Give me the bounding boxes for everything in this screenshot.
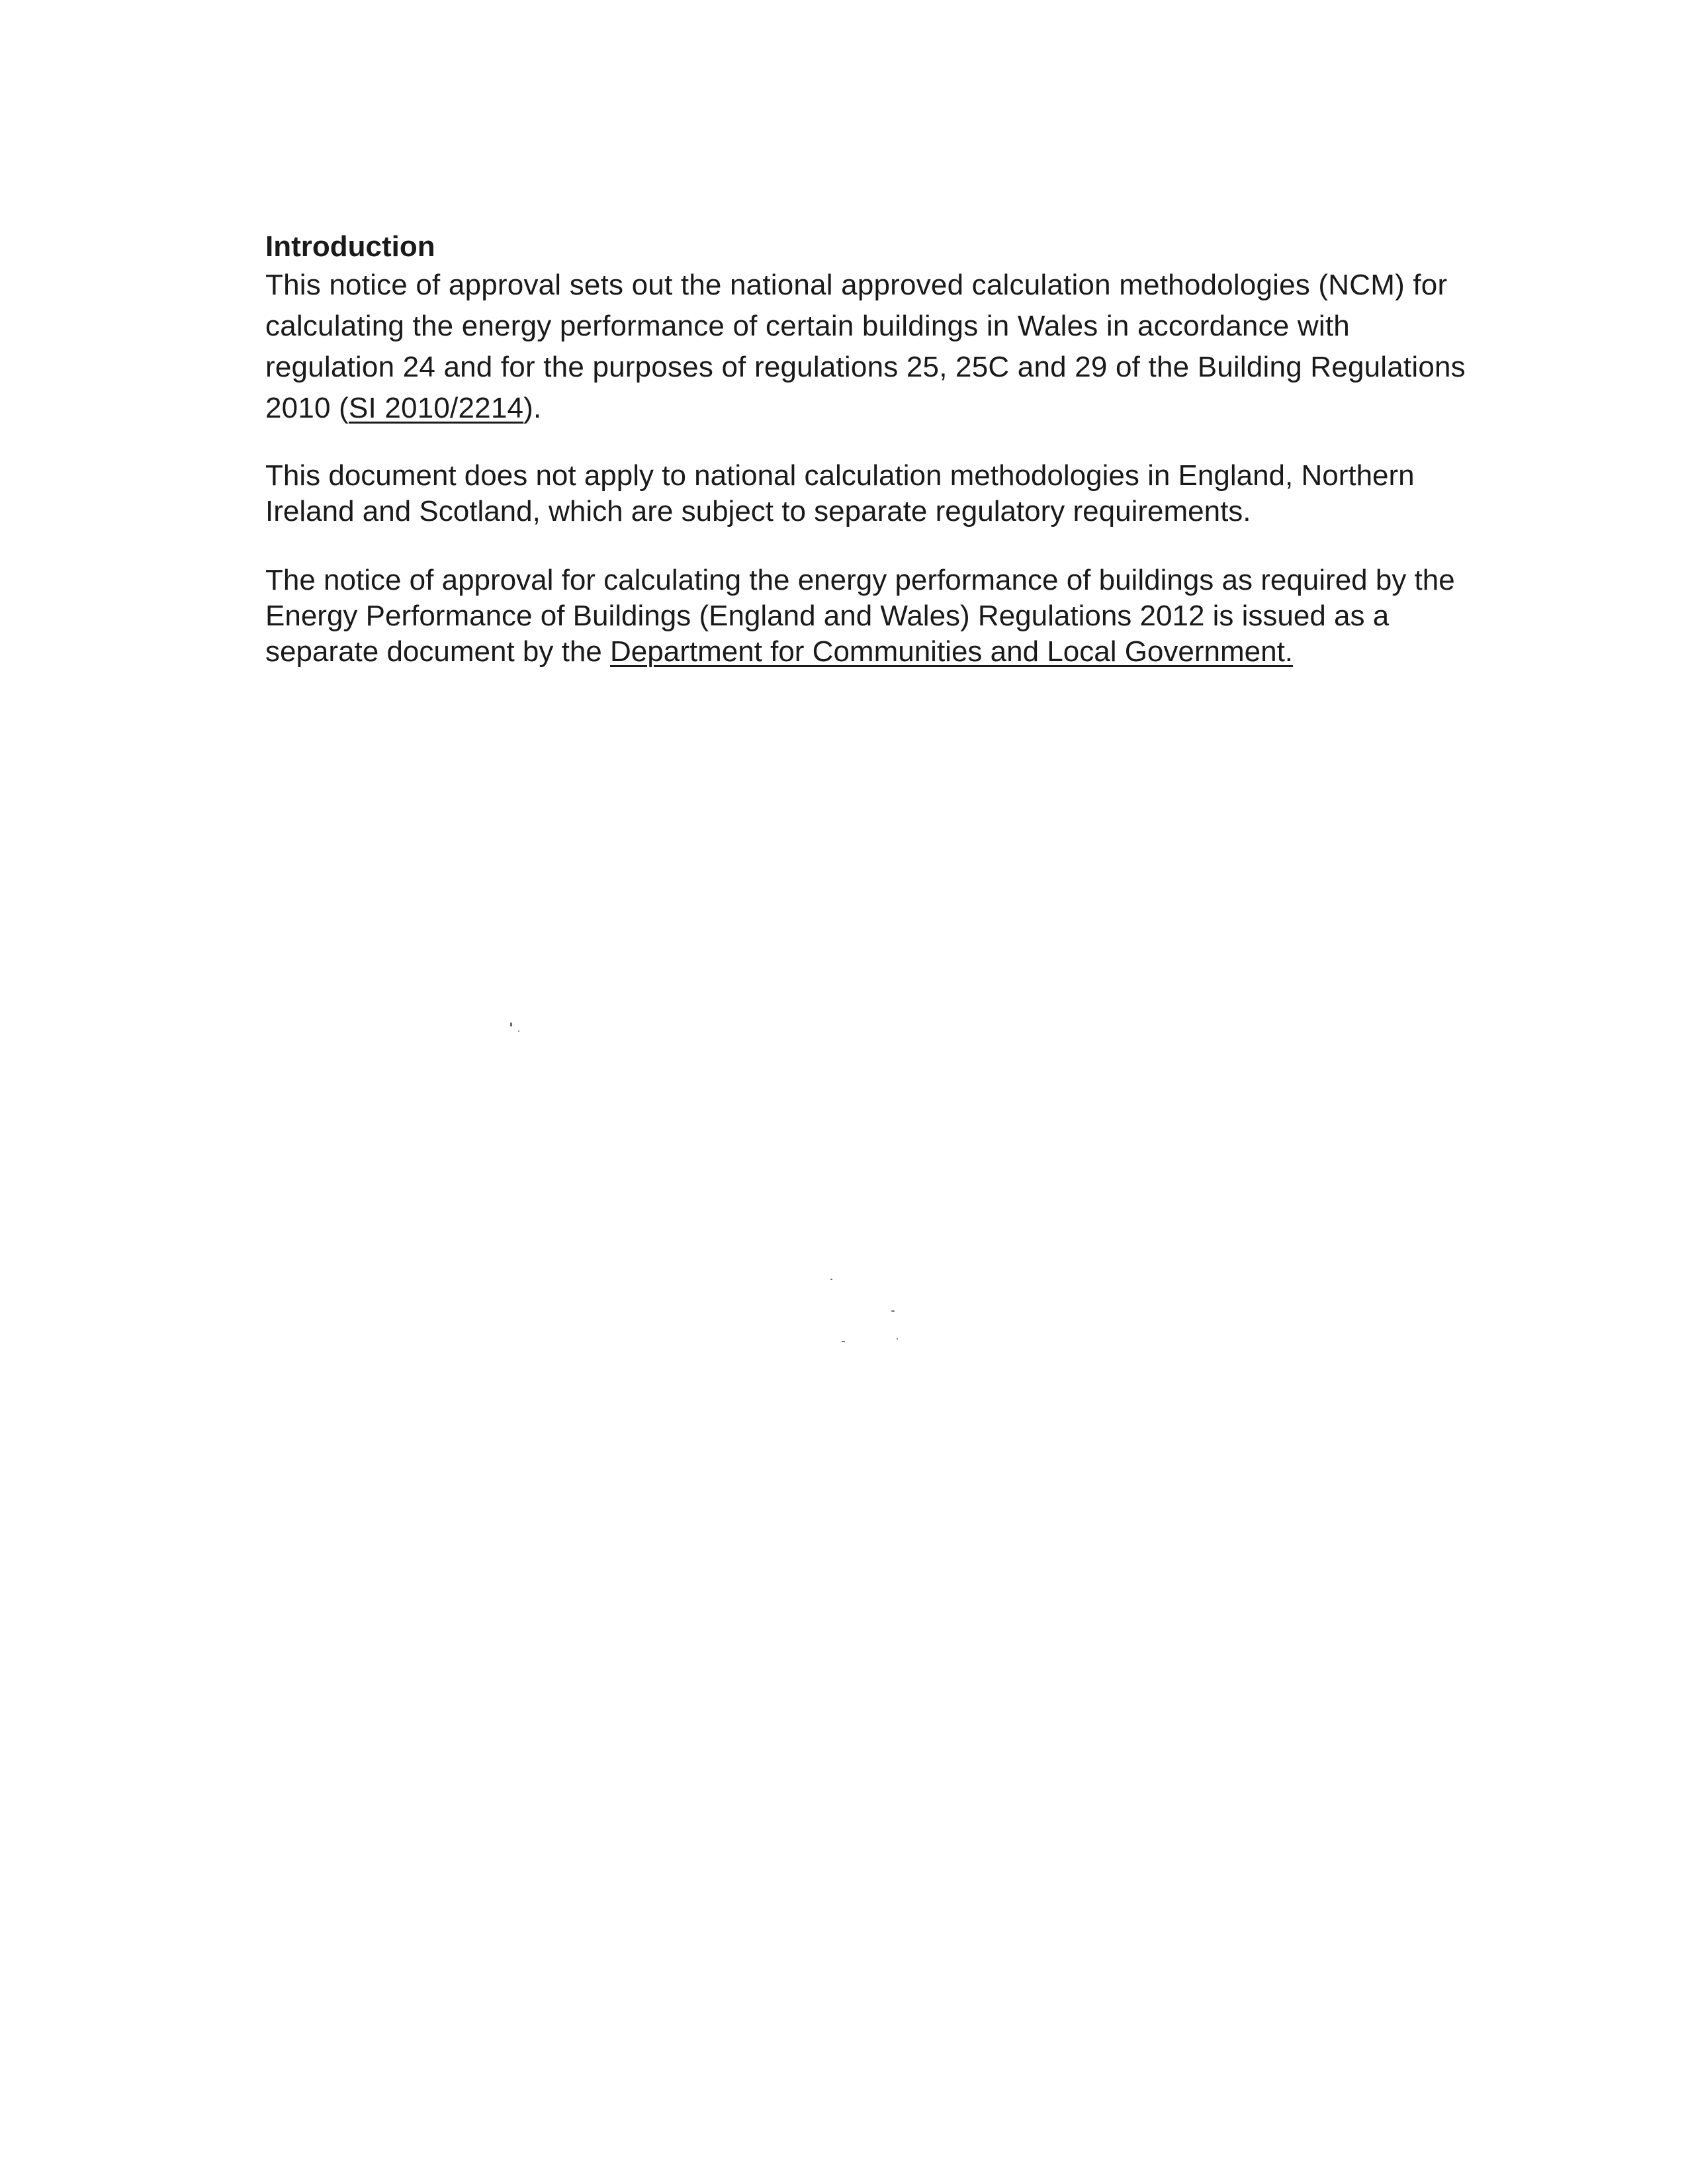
paragraph-separate-notice xyxy=(265,563,1476,670)
dclg-link[interactable]: Department for Communities and Local Government. xyxy=(610,635,1294,668)
scan-speck xyxy=(842,1341,845,1342)
paragraph-ncm-scope xyxy=(265,265,1476,429)
paragraph-exclusions: This document does not apply to national calculation methodologies in England, Northern Ireland and Scotland, which are subject to separate regulatory requirements. xyxy=(265,459,1415,527)
scan-speck xyxy=(510,1023,512,1026)
paragraph-ncm-scope-text: This notice of approval sets out the national approved calculation methodologies (NCM) for calculating the energy performance of certain buildings in Wales in accordance with regulation 24 and for the purposes of regulations 25, 25C and 29 of the Building Regulations 2010 ( xyxy=(265,269,1466,424)
scan-speck xyxy=(830,1279,832,1280)
document-body xyxy=(265,229,1476,670)
scan-speck xyxy=(891,1310,895,1312)
section-heading: Introduction xyxy=(265,230,435,263)
scan-speck xyxy=(897,1338,898,1340)
paragraph-separate-notice-text: The notice of approval for calculating the energy performance of buildings as required by the Energy Performance of Buildings (England and Wales) Regulations 2012 is issued as a separate document by the xyxy=(265,564,1455,668)
scan-speck xyxy=(518,1030,519,1032)
si-2010-2214-link[interactable]: SI 2010/2214 xyxy=(348,392,524,424)
paragraph-ncm-scope-suffix: ). xyxy=(523,392,542,424)
